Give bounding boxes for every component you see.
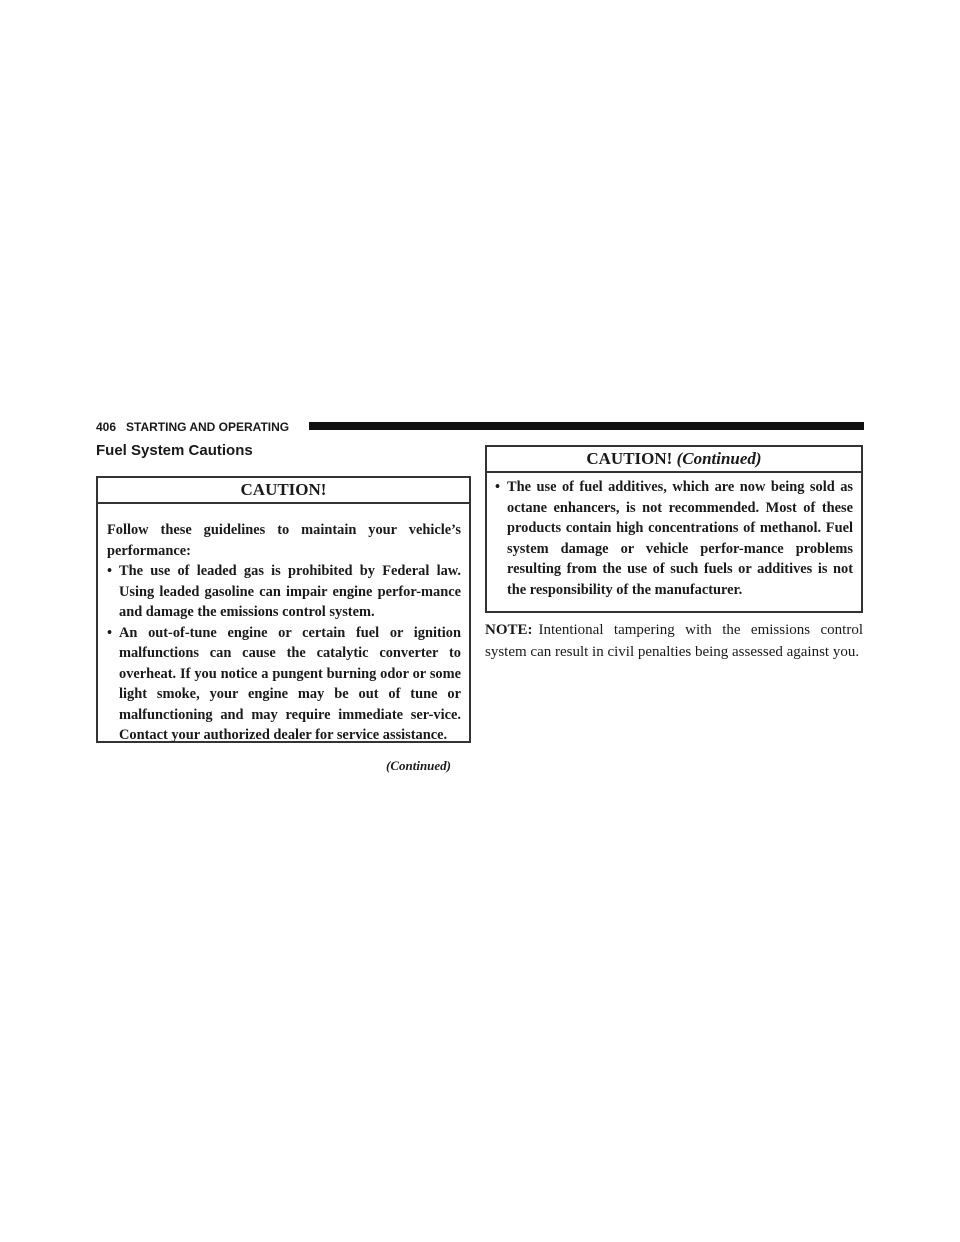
caution-body	[98, 504, 469, 746]
page-number: 406	[96, 420, 117, 434]
caution-box-continued	[485, 445, 863, 613]
bullet-icon: •	[107, 624, 113, 641]
chapter-title: STARTING AND OPERATING	[126, 420, 290, 434]
caution-title-text: CAUTION!	[240, 480, 327, 499]
caution-bullet	[495, 477, 853, 600]
bullet-icon: •	[495, 479, 501, 495]
caution-title	[98, 478, 469, 504]
caution-title	[487, 447, 861, 473]
caution-bullet-text: The use of leaded gas is prohibited by Federal law. Using leaded gasoline can impair engine perfor-mance and damage the emissions control system.	[119, 563, 461, 620]
caution-body	[487, 473, 861, 600]
caution-bullet-text: An out-of-tune engine or certain fuel or ignition malfunctions can cause the catalytic converter to overheat. If you notice a pungent burning odor or some light smoke, your engine may be out of tune or malfunctioning and may require immediate ser-vice. Contact your authorized dealer for service assistance.	[119, 624, 461, 743]
header-rule	[309, 422, 864, 430]
caution-intro: Follow these guidelines to maintain your vehicle’s performance:	[107, 522, 461, 559]
page-header	[96, 420, 864, 434]
bullet-icon: •	[107, 563, 113, 579]
caution-bullet	[107, 561, 461, 623]
caution-title-text: CAUTION!	[586, 449, 673, 468]
note-text: Intentional tampering with the emissions control system can result in civil penalties being assessed against you.	[485, 622, 863, 660]
caution-box	[96, 476, 471, 743]
caution-title-continued: (Continued)	[676, 449, 762, 468]
section-heading: Fuel System Cautions	[96, 442, 253, 459]
caution-bullet-text: The use of fuel additives, which are now being sold as octane enhancers, is not recommended. Most of these products contain high concentrations of methanol. Fuel system damage or vehicle perfor-mance problems resulting from the use of such fuels or additives is not the responsibility of the manufacturer.	[507, 479, 853, 598]
note-label: NOTE:	[485, 622, 533, 638]
note-paragraph	[485, 620, 863, 663]
caution-bullet	[107, 623, 461, 746]
continued-label: (Continued)	[386, 758, 452, 773]
